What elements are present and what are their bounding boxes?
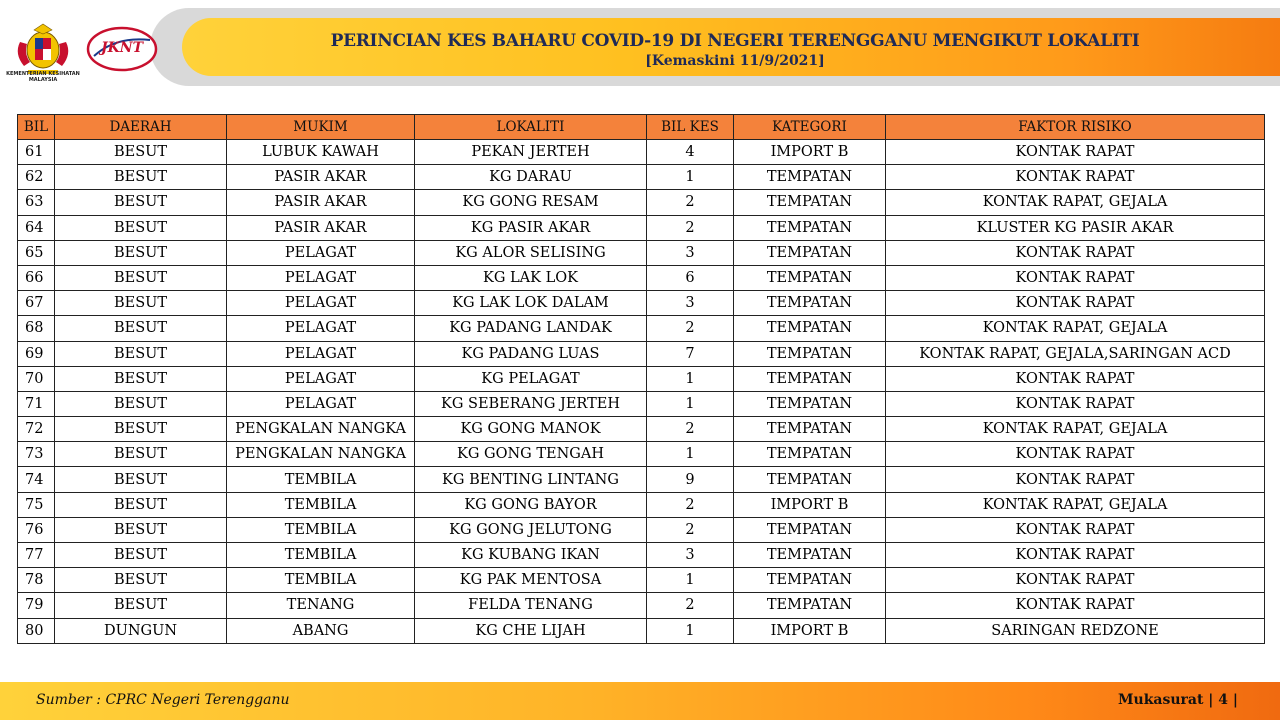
table-cell: KG GONG TENGAH [415,442,647,467]
table-cell: PASIR AKAR [227,190,415,215]
table-cell: KG CHE LIJAH [415,618,647,643]
table-row [18,391,1265,416]
table-row [18,165,1265,190]
table-cell: 74 [18,467,55,492]
table-cell: BESUT [55,492,227,517]
table-cell: DUNGUN [55,618,227,643]
cases-table [17,114,1265,644]
table-cell: KONTAK RAPAT [886,240,1265,265]
table-cell: PENGKALAN NANGKA [227,442,415,467]
table-cell: KONTAK RAPAT [886,291,1265,316]
table-cell: KONTAK RAPAT [886,467,1265,492]
table-cell: BESUT [55,467,227,492]
table-header-row [18,115,1265,140]
column-header: KATEGORI [734,115,886,140]
table-cell: 78 [18,568,55,593]
table-cell: 2 [647,593,734,618]
table-cell: 80 [18,618,55,643]
table-row [18,568,1265,593]
table-cell: KONTAK RAPAT, GEJALA [886,417,1265,442]
table-cell: KONTAK RAPAT [886,543,1265,568]
table-cell: 70 [18,366,55,391]
table-cell: BESUT [55,240,227,265]
table-cell: 3 [647,240,734,265]
table-cell: BESUT [55,417,227,442]
table-cell: TEMPATAN [734,215,886,240]
table-cell: TEMPATAN [734,517,886,542]
table-cell: TENANG [227,593,415,618]
table-cell: 61 [18,140,55,165]
table-cell: SARINGAN REDZONE [886,618,1265,643]
source-note: Sumber : CPRC Negeri Terengganu [36,692,290,708]
jknt-logo [86,26,158,72]
page-subtitle: [Kemaskini 11/9/2021] [645,53,825,69]
table-cell: BESUT [55,517,227,542]
column-header: MUKIM [227,115,415,140]
table-cell: 71 [18,391,55,416]
table-cell: 1 [647,391,734,416]
table-cell: 69 [18,341,55,366]
table-cell: KONTAK RAPAT [886,366,1265,391]
table-row [18,417,1265,442]
table-cell: 3 [647,543,734,568]
table-cell: 75 [18,492,55,517]
table-cell: BESUT [55,265,227,290]
table-cell: 2 [647,417,734,442]
table-cell: KG PADANG LANDAK [415,316,647,341]
table-cell: TEMPATAN [734,165,886,190]
table-cell: KG BENTING LINTANG [415,467,647,492]
table-cell: 68 [18,316,55,341]
table-cell: TEMPATAN [734,316,886,341]
table-cell: 67 [18,291,55,316]
table-cell: KONTAK RAPAT, GEJALA [886,492,1265,517]
table-row [18,517,1265,542]
table-cell: TEMPATAN [734,391,886,416]
table-cell: BESUT [55,215,227,240]
table-cell: 9 [647,467,734,492]
table-cell: 1 [647,618,734,643]
table-cell: KG PELAGAT [415,366,647,391]
table-cell: KG LAK LOK DALAM [415,291,647,316]
table-cell: KG KUBANG IKAN [415,543,647,568]
table-cell: BESUT [55,165,227,190]
table-cell: 76 [18,517,55,542]
table-cell: 2 [647,316,734,341]
table-cell: TEMBILA [227,543,415,568]
table-cell: IMPORT B [734,140,886,165]
page-title: PERINCIAN KES BAHARU COVID-19 DI NEGERI TERENGGANU MENGIKUT LOKALITI [330,31,1140,51]
table-row [18,366,1265,391]
table-cell: 79 [18,593,55,618]
table-row [18,190,1265,215]
table-cell: BESUT [55,442,227,467]
table-cell: TEMPATAN [734,467,886,492]
table-cell: KONTAK RAPAT, GEJALA [886,316,1265,341]
table-cell: KG SEBERANG JERTEH [415,391,647,416]
table-cell: KG DARAU [415,165,647,190]
table-cell: TEMPATAN [734,341,886,366]
table-cell: KONTAK RAPAT [886,391,1265,416]
table-cell: TEMPATAN [734,291,886,316]
table-row [18,341,1265,366]
table-cell: 72 [18,417,55,442]
table-cell: TEMPATAN [734,543,886,568]
table-cell: KONTAK RAPAT [886,165,1265,190]
table-cell: KONTAK RAPAT [886,593,1265,618]
table-cell: 64 [18,215,55,240]
column-header: LOKALITI [415,115,647,140]
table-cell: KONTAK RAPAT, GEJALA [886,190,1265,215]
table-row [18,240,1265,265]
table-cell: TEMPATAN [734,568,886,593]
table-cell: TEMPATAN [734,593,886,618]
table-cell: TEMPATAN [734,417,886,442]
table-cell: KG GONG RESAM [415,190,647,215]
table-cell: PELAGAT [227,291,415,316]
table-row [18,215,1265,240]
table-cell: 73 [18,442,55,467]
table-cell: IMPORT B [734,492,886,517]
table-cell: 1 [647,366,734,391]
table-cell: KG GONG MANOK [415,417,647,442]
table-cell: 62 [18,165,55,190]
table-cell: PENGKALAN NANGKA [227,417,415,442]
table-cell: PELAGAT [227,316,415,341]
table-cell: TEMBILA [227,467,415,492]
table-cell: 2 [647,517,734,542]
table-cell: 77 [18,543,55,568]
table-cell: 2 [647,492,734,517]
table-row [18,265,1265,290]
column-header: BIL KES [647,115,734,140]
table-cell: KG LAK LOK [415,265,647,290]
table-cell: BESUT [55,391,227,416]
table-cell: KG PASIR AKAR [415,215,647,240]
table-row [18,467,1265,492]
table-cell: KONTAK RAPAT [886,265,1265,290]
table-row [18,593,1265,618]
table-cell: KG GONG JELUTONG [415,517,647,542]
table-cell: 66 [18,265,55,290]
table-cell: BESUT [55,543,227,568]
table-cell: ABANG [227,618,415,643]
table-cell: PELAGAT [227,341,415,366]
table-cell: PELAGAT [227,391,415,416]
table-cell: FELDA TENANG [415,593,647,618]
table-cell: KG PAK MENTOSA [415,568,647,593]
kkm-logo-caption: KEMENTERIAN KESIHATAN MALAYSIA [6,71,80,83]
table-cell: 2 [647,190,734,215]
column-header: FAKTOR RISIKO [886,115,1265,140]
page-number: Mukasurat | 4 | [1118,692,1238,708]
table-cell: 1 [647,442,734,467]
column-header: DAERAH [55,115,227,140]
table-cell: KG PADANG LUAS [415,341,647,366]
table-cell: 1 [647,165,734,190]
table-cell: TEMPATAN [734,190,886,215]
footer-bar [0,682,1280,720]
table-cell: 7 [647,341,734,366]
table-cell: TEMPATAN [734,265,886,290]
table-cell: TEMBILA [227,517,415,542]
table-cell: BESUT [55,341,227,366]
column-header: BIL [18,115,55,140]
table-cell: KONTAK RAPAT [886,517,1265,542]
table-cell: TEMPATAN [734,442,886,467]
table-cell: IMPORT B [734,618,886,643]
table-cell: 2 [647,215,734,240]
table-cell: PASIR AKAR [227,165,415,190]
table-cell: TEMBILA [227,568,415,593]
table-row [18,543,1265,568]
table-row [18,492,1265,517]
table-cell: BESUT [55,291,227,316]
table-cell: KONTAK RAPAT [886,568,1265,593]
table-cell: 4 [647,140,734,165]
table-cell: PASIR AKAR [227,215,415,240]
table-cell: BESUT [55,366,227,391]
table-cell: PELAGAT [227,240,415,265]
table-cell: TEMBILA [227,492,415,517]
table-cell: TEMPATAN [734,366,886,391]
table-cell: KG GONG BAYOR [415,492,647,517]
table-cell: PELAGAT [227,265,415,290]
table-row [18,291,1265,316]
table-cell: PELAGAT [227,366,415,391]
table-cell: BESUT [55,140,227,165]
table-cell: KLUSTER KG PASIR AKAR [886,215,1265,240]
table-row [18,316,1265,341]
table-cell: BESUT [55,190,227,215]
table-cell: 63 [18,190,55,215]
table-cell: KG ALOR SELISING [415,240,647,265]
table-row [18,140,1265,165]
table-cell: TEMPATAN [734,240,886,265]
table-row [18,442,1265,467]
table-cell: KONTAK RAPAT [886,442,1265,467]
table-cell: LUBUK KAWAH [227,140,415,165]
table-cell: PEKAN JERTEH [415,140,647,165]
table-cell: 65 [18,240,55,265]
table-cell: KONTAK RAPAT, GEJALA,SARINGAN ACD [886,341,1265,366]
table-cell: BESUT [55,568,227,593]
table-cell: 6 [647,265,734,290]
table-cell: 1 [647,568,734,593]
jknt-logo-text: JKNT [100,40,144,56]
table-row [18,618,1265,643]
table-cell: BESUT [55,316,227,341]
table-cell: 3 [647,291,734,316]
table-cell: KONTAK RAPAT [886,140,1265,165]
table-cell: BESUT [55,593,227,618]
